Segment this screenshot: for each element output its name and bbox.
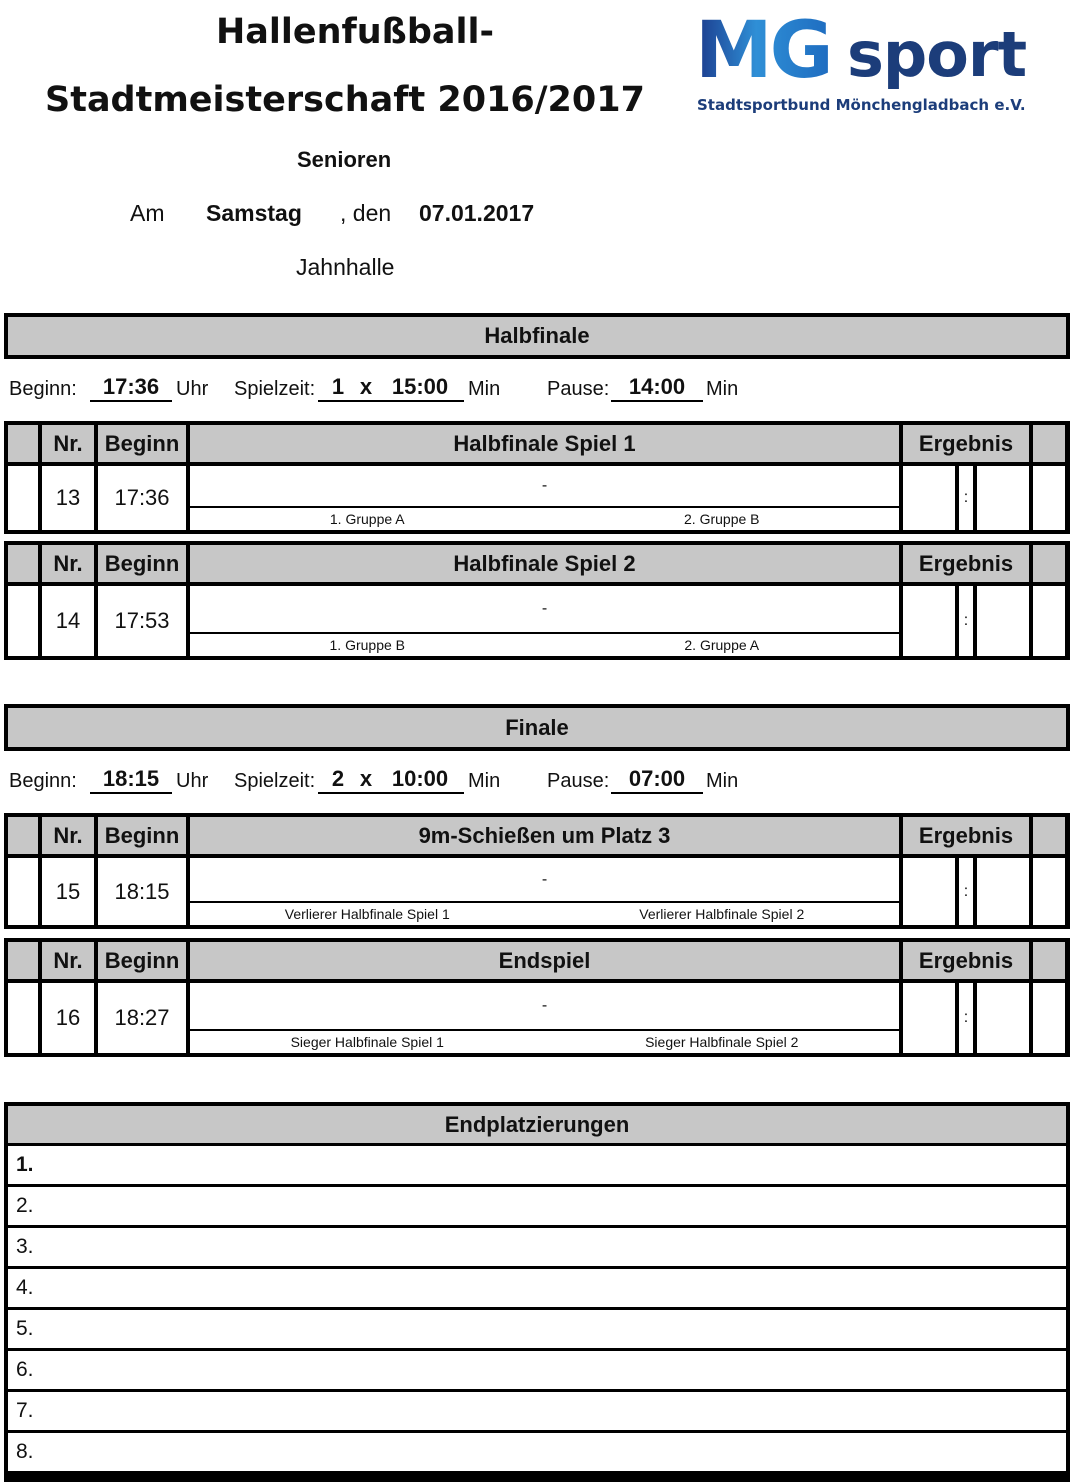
rankings-table bbox=[4, 1102, 1070, 1482]
score-colon: : bbox=[959, 983, 973, 1053]
empty-cell bbox=[8, 586, 38, 656]
match-16-table bbox=[4, 938, 1070, 1057]
match-number: 15 bbox=[42, 858, 94, 925]
pairing-dash: - bbox=[190, 466, 899, 508]
corner-cell bbox=[8, 817, 38, 854]
home-team: Sieger Halbfinale Spiel 1 bbox=[290, 1034, 444, 1050]
min-label-2: Min bbox=[706, 770, 739, 792]
category-label: Senioren bbox=[297, 147, 392, 172]
nr-header: Nr. bbox=[42, 817, 94, 854]
date-value: 07.01.2017 bbox=[419, 200, 535, 226]
ranking-row: 7. bbox=[8, 1392, 1066, 1430]
corner-cell bbox=[8, 942, 38, 979]
empty-cell bbox=[8, 466, 38, 530]
pairing-dash: - bbox=[190, 586, 899, 634]
spielzeit-x: x bbox=[356, 374, 376, 402]
score-away-field[interactable] bbox=[977, 586, 1029, 656]
away-team: 2. Gruppe A bbox=[684, 637, 760, 653]
match-pairing bbox=[190, 983, 899, 1053]
end-cell bbox=[1033, 942, 1065, 979]
pairing-dash: - bbox=[190, 858, 899, 903]
finale-info-line bbox=[0, 764, 1070, 804]
corner-cell bbox=[8, 425, 38, 462]
finale-header: Finale bbox=[4, 704, 1070, 751]
empty-cell bbox=[1033, 466, 1065, 530]
match-pairing bbox=[190, 858, 899, 925]
nr-header: Nr. bbox=[42, 425, 94, 462]
beginn-label: Beginn: bbox=[9, 770, 77, 792]
pause-value: 14:00 bbox=[611, 374, 703, 402]
den-label: , den bbox=[340, 200, 392, 226]
score-away-field[interactable] bbox=[977, 983, 1029, 1053]
match-number: 16 bbox=[42, 983, 94, 1053]
venue-label: Jahnhalle bbox=[296, 254, 395, 280]
empty-cell bbox=[1033, 586, 1065, 656]
score-colon: : bbox=[959, 858, 973, 925]
spielzeit-label: Spielzeit: bbox=[234, 378, 316, 400]
ranking-row: 3. bbox=[8, 1228, 1066, 1266]
match-title: 9m-Schießen um Platz 3 bbox=[190, 817, 899, 854]
away-team: Sieger Halbfinale Spiel 2 bbox=[645, 1034, 799, 1050]
title-line-2: Stadtmeisterschaft 2016/2017 bbox=[45, 80, 645, 120]
match-time: 18:27 bbox=[98, 983, 186, 1053]
home-team: 1. Gruppe B bbox=[329, 637, 405, 653]
end-cell bbox=[1033, 545, 1065, 582]
pairing-dash: - bbox=[190, 983, 899, 1031]
logo-subtitle: Stadtsportbund Mönchengladbach e.V. bbox=[697, 96, 1026, 114]
nr-header: Nr. bbox=[42, 545, 94, 582]
score-away-field[interactable] bbox=[977, 858, 1029, 925]
match-15-table bbox=[4, 813, 1070, 929]
ranking-row: 6. bbox=[8, 1351, 1066, 1389]
halbfinale-header: Halbfinale bbox=[4, 313, 1070, 359]
ranking-row: 2. bbox=[8, 1187, 1066, 1225]
score-colon: : bbox=[959, 466, 973, 530]
ergebnis-header: Ergebnis bbox=[903, 425, 1029, 462]
nr-header: Nr. bbox=[42, 942, 94, 979]
spielzeit-count: 2 bbox=[318, 766, 358, 794]
ranking-row: 1. bbox=[8, 1146, 1066, 1184]
away-team: Verlierer Halbfinale Spiel 2 bbox=[639, 906, 805, 922]
halbfinale-info-line bbox=[0, 372, 1070, 412]
score-home-field[interactable] bbox=[903, 983, 955, 1053]
empty-cell bbox=[1033, 983, 1065, 1053]
ranking-row: 4. bbox=[8, 1269, 1066, 1307]
empty-cell bbox=[8, 858, 38, 925]
match-title: Endspiel bbox=[190, 942, 899, 979]
beginn-header: Beginn bbox=[98, 545, 186, 582]
match-pairing bbox=[190, 466, 899, 530]
min-label: Min bbox=[468, 378, 501, 400]
match-title: Halbfinale Spiel 2 bbox=[190, 545, 899, 582]
beginn-header: Beginn bbox=[98, 942, 186, 979]
home-team: Verlierer Halbfinale Spiel 1 bbox=[284, 906, 450, 922]
ergebnis-header: Ergebnis bbox=[903, 942, 1029, 979]
spielzeit-label: Spielzeit: bbox=[234, 770, 316, 792]
spielzeit-count: 1 bbox=[318, 374, 358, 402]
beginn-value: 18:15 bbox=[90, 766, 172, 794]
score-home-field[interactable] bbox=[903, 858, 955, 925]
match-time: 17:36 bbox=[98, 466, 186, 530]
ranking-row: 8. bbox=[8, 1433, 1066, 1471]
spielzeit-duration: 10:00 bbox=[376, 766, 464, 794]
pause-value: 07:00 bbox=[611, 766, 703, 794]
mgsport-logo bbox=[695, 8, 1040, 118]
match-13-table bbox=[4, 421, 1070, 534]
spielzeit-x: x bbox=[356, 766, 376, 794]
match-number: 13 bbox=[42, 466, 94, 530]
end-cell bbox=[1033, 817, 1065, 854]
ergebnis-header: Ergebnis bbox=[903, 545, 1029, 582]
away-team: 2. Gruppe B bbox=[684, 511, 760, 527]
min-label-2: Min bbox=[706, 378, 739, 400]
match-title: Halbfinale Spiel 1 bbox=[190, 425, 899, 462]
match-time: 18:15 bbox=[98, 858, 186, 925]
uhr-label: Uhr bbox=[176, 770, 209, 792]
score-colon: : bbox=[959, 586, 973, 656]
ranking-row: 5. bbox=[8, 1310, 1066, 1348]
uhr-label: Uhr bbox=[176, 378, 209, 400]
beginn-header: Beginn bbox=[98, 425, 186, 462]
match-14-table bbox=[4, 541, 1070, 660]
end-cell bbox=[1033, 425, 1065, 462]
pause-label: Pause: bbox=[547, 378, 610, 400]
min-label: Min bbox=[468, 770, 501, 792]
home-team: 1. Gruppe A bbox=[329, 511, 405, 527]
match-pairing bbox=[190, 586, 899, 656]
score-home-field[interactable] bbox=[903, 586, 955, 656]
ergebnis-header: Ergebnis bbox=[903, 817, 1029, 854]
am-label: Am bbox=[130, 200, 165, 226]
score-away-field[interactable] bbox=[977, 466, 1029, 530]
beginn-value: 17:36 bbox=[90, 374, 172, 402]
empty-cell bbox=[1033, 858, 1065, 925]
match-time: 17:53 bbox=[98, 586, 186, 656]
beginn-label: Beginn: bbox=[9, 378, 77, 400]
empty-cell bbox=[8, 983, 38, 1053]
logo-sport-text: sport bbox=[847, 18, 1027, 91]
score-home-field[interactable] bbox=[903, 466, 955, 530]
day-value: Samstag bbox=[206, 200, 302, 226]
spielzeit-duration: 15:00 bbox=[376, 374, 464, 402]
beginn-header: Beginn bbox=[98, 817, 186, 854]
rankings-header: Endplatzierungen bbox=[8, 1106, 1066, 1143]
logo-mg-text: MG bbox=[695, 6, 831, 96]
title-line-1: Hallenfußball- bbox=[215, 12, 495, 52]
pause-label: Pause: bbox=[547, 770, 610, 792]
corner-cell bbox=[8, 545, 38, 582]
match-number: 14 bbox=[42, 586, 94, 656]
